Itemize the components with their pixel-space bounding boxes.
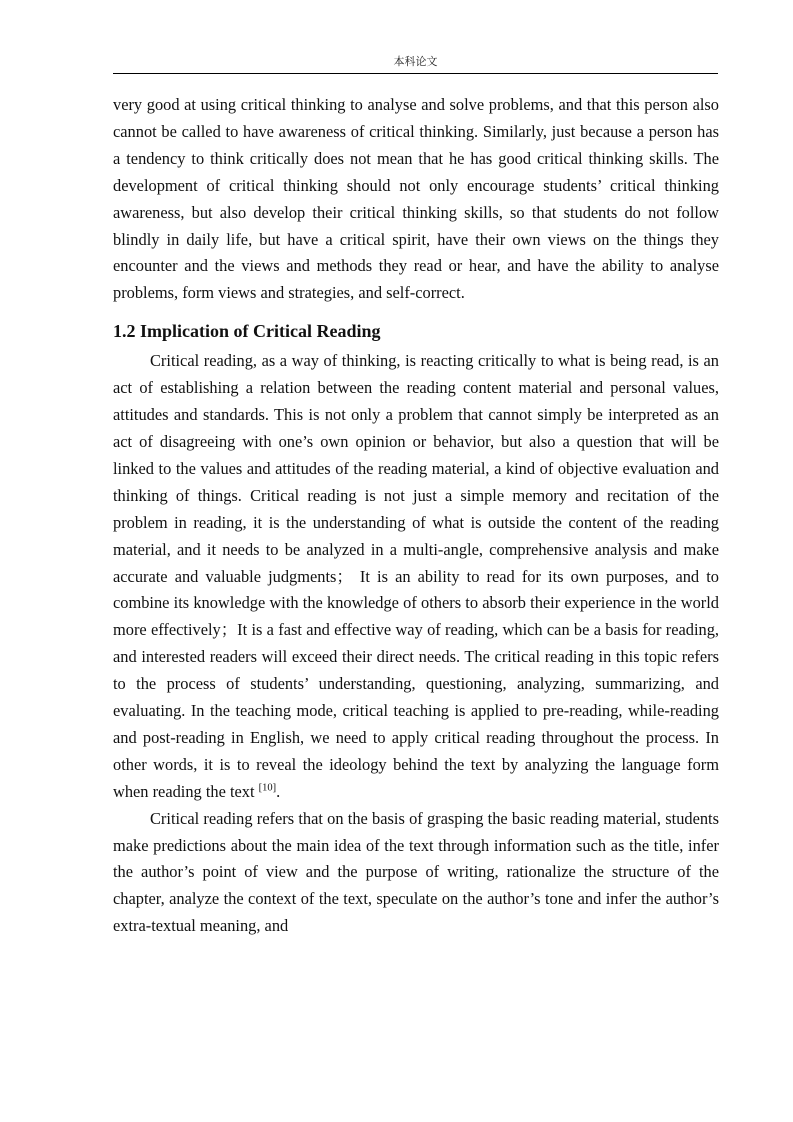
continuation-paragraph: very good at using critical thinking to analyse and solve problems, and that this person also cannot be called to have awareness of critical thinking. Similarly, just because a person has a tendency to think critically does not mean that he has good critical thinking skills. The development of critical thinking should not only encourage students’ critical thinking awareness, but also develop their critical thinking skills, so that students do not follow blindly in daily life, but have a critical spirit, have their own views on the things they encounter and the views and methods they read or hear, and have the ability to analyse problems, form views and strategies, and self-correct. bbox=[113, 95, 719, 303]
section-paragraph-1-end: . bbox=[276, 781, 281, 801]
body-text bbox=[113, 92, 719, 940]
section-paragraph-1-text: Critical reading, as a way of thinking, is reacting critically to what is being read, is an act of establishing a relation between the reading content material and personal values, attitudes and standards. This is not only a problem that cannot simply be interpreted as an act of disagreeing with one’s own opinion or behavior, but also a question that will be linked to the values and attitudes of the reading material, a kind of objective evaluation and thinking of things. Critical reading is not just a simple memory and recitation of the problem in reading, it is the understanding of what is outside the content of the reading material, and it needs to be analyzed in a multi-angle, comprehensive analysis and make accurate and valuable judgments； It is an ability to read for its own purposes, and to combine its knowledge with the knowledge of others to absorb their experience in the world more effectively；It is a fast and effective way of reading, which can be a basis for reading, and interested readers will exceed their direct needs. The critical reading in this topic refers to the process of students’ understanding, questioning, analyzing, summarizing, and evaluating. In the teaching mode, critical teaching is applied to pre-reading, while-reading and post-reading in English, we need to apply critical reading throughout the process. In other words, it is to reveal the ideology behind the text by analyzing the language form when reading the text bbox=[113, 351, 719, 801]
running-header: 本科论文 bbox=[393, 55, 438, 68]
section-paragraph-1 bbox=[113, 348, 719, 805]
header-rule bbox=[113, 73, 718, 74]
section-paragraph-2: Critical reading refers that on the basis of grasping the basic reading material, students make predictions about the main idea of the text through information such as the title, infer the author’s point of view and the purpose of writing, rationalize the structure of the chapter, analyze the context of the text, speculate on the author’s tone and infer the author’s extra-textual meaning, and bbox=[113, 808, 719, 936]
section-heading: 1.2 Implication of Critical Reading bbox=[113, 321, 381, 342]
citation-marker: [10] bbox=[258, 782, 277, 794]
